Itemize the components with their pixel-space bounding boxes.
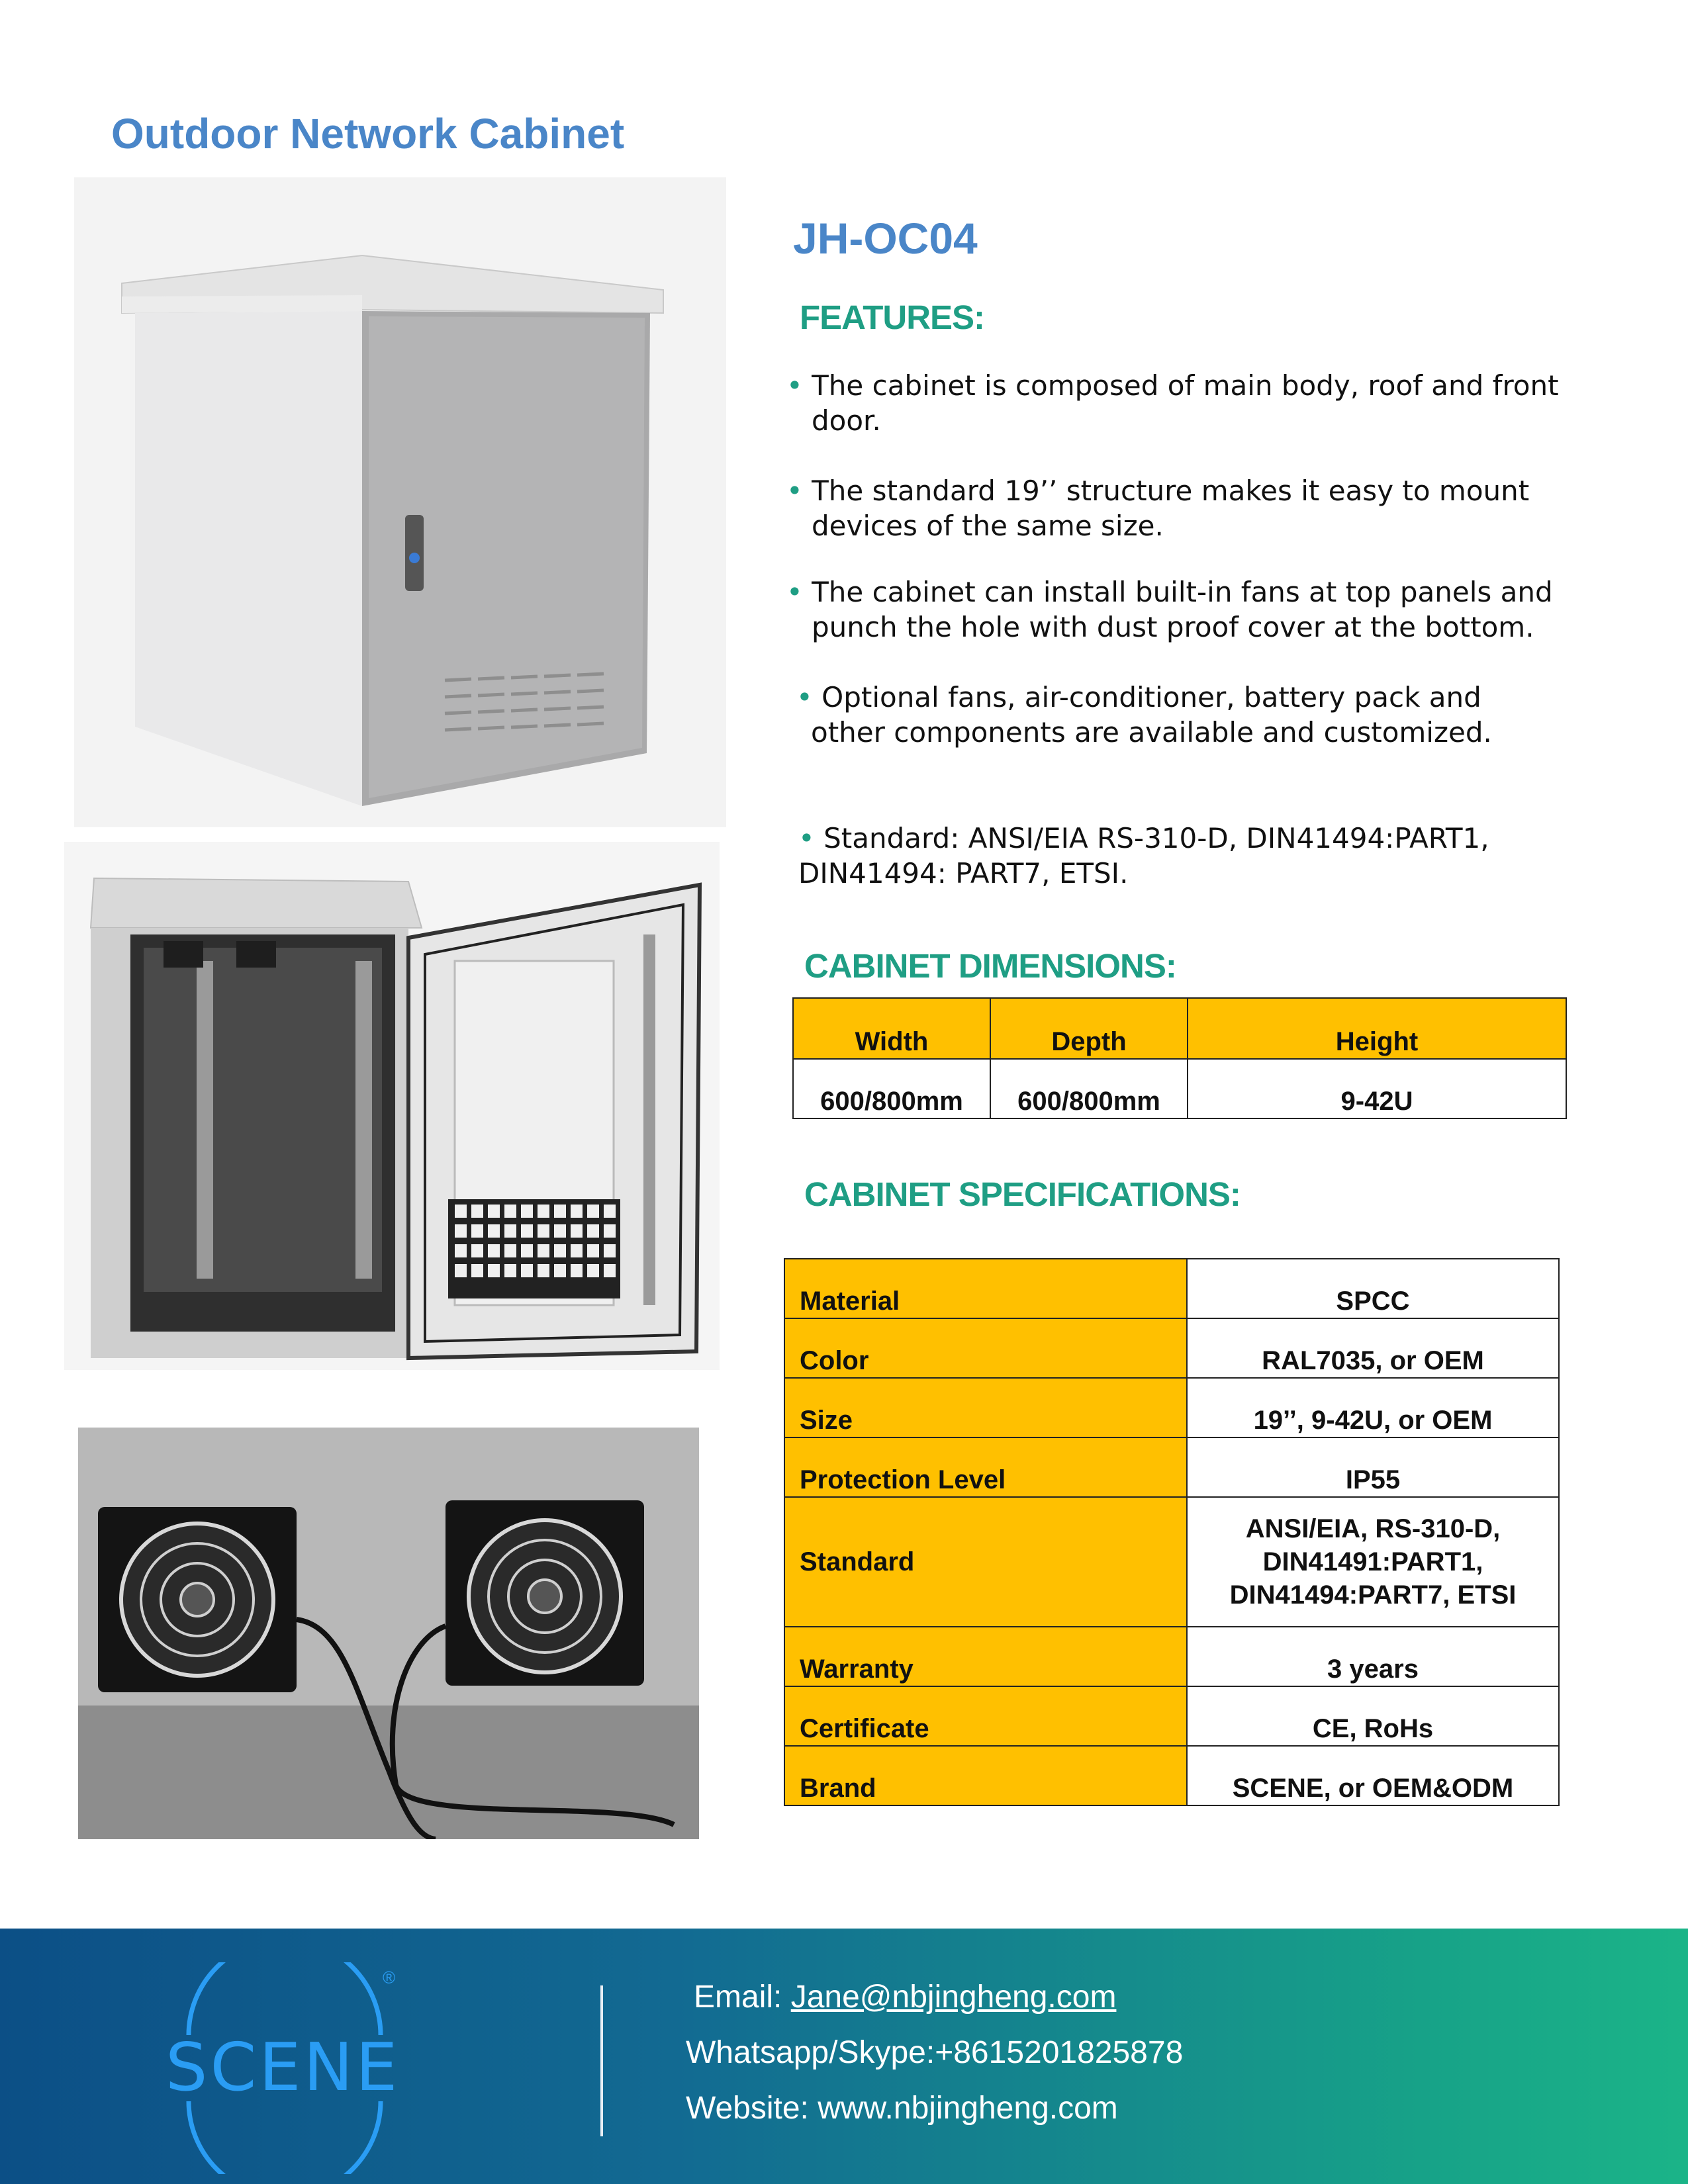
feature-text: door. xyxy=(812,404,881,437)
spec-key: Certificate xyxy=(784,1686,1187,1746)
footer-divider xyxy=(600,1985,603,2136)
bullet-icon: • xyxy=(786,369,803,402)
feature-text: devices of the same size. xyxy=(812,510,1164,542)
email-label: Email: xyxy=(694,1979,791,2015)
email-link[interactable]: Jane@nbjingheng.com xyxy=(790,1979,1117,2015)
spec-key: Material xyxy=(784,1259,1187,1318)
features-heading: FEATURES: xyxy=(800,298,985,336)
registered-mark: ® xyxy=(383,1968,396,1987)
spec-value: SPCC xyxy=(1187,1259,1559,1318)
contact-whatsapp: Whatsapp/Skype:+8615201825878 xyxy=(686,2035,1184,2070)
feature-text: The standard 19’’ structure makes it easy to mount xyxy=(812,475,1530,507)
table-row xyxy=(784,1437,1559,1497)
bullet-icon: • xyxy=(786,576,803,608)
feature-text: The cabinet is composed of main body, roof and front xyxy=(812,369,1559,402)
spec-value: RAL7035, or OEM xyxy=(1187,1318,1559,1378)
spec-value: 3 years xyxy=(1187,1627,1559,1686)
feature-item xyxy=(796,680,1617,750)
feature-item xyxy=(798,821,1619,891)
bullet-icon: • xyxy=(796,681,813,713)
specifications-table xyxy=(784,1258,1560,1806)
feature-text: Standard: ANSI/EIA RS-310-D, DIN41494:PART1, xyxy=(823,822,1489,854)
feature-item xyxy=(786,574,1607,645)
spec-value: SCENE, or OEM&ODM xyxy=(1187,1746,1559,1805)
feature-text: The cabinet can install built-in fans at top panels and xyxy=(812,576,1553,608)
spec-value: CE, RoHs xyxy=(1187,1686,1559,1746)
table-row xyxy=(793,1059,1566,1118)
dimensions-table xyxy=(792,997,1567,1119)
contact-website[interactable]: Website: www.nbjingheng.com xyxy=(686,2091,1118,2126)
table-header-cell: Height xyxy=(1188,998,1566,1059)
spec-key: Standard xyxy=(784,1497,1187,1627)
feature-text: other components are available and customized. xyxy=(811,716,1492,749)
cabinet-fans-photo xyxy=(78,1428,699,1839)
feature-text: punch the hole with dust proof cover at the bottom. xyxy=(812,611,1534,643)
table-row xyxy=(784,1497,1559,1627)
table-header-cell: Width xyxy=(793,998,990,1059)
bullet-icon: • xyxy=(798,822,815,854)
table-row xyxy=(784,1746,1559,1805)
table-cell: 600/800mm xyxy=(793,1059,990,1118)
spec-value-line: DIN41491:PART1, xyxy=(1262,1547,1483,1576)
spec-value: IP55 xyxy=(1187,1437,1559,1497)
table-row xyxy=(784,1686,1559,1746)
spec-key: Protection Level xyxy=(784,1437,1187,1497)
spec-value: 19’’, 9-42U, or OEM xyxy=(1187,1378,1559,1437)
contact-email xyxy=(694,1979,1620,2015)
spec-key: Brand xyxy=(784,1746,1187,1805)
feature-text: Optional fans, air-conditioner, battery pack and xyxy=(821,681,1481,713)
feature-item xyxy=(786,368,1607,438)
table-header-cell: Depth xyxy=(990,998,1188,1059)
table-row xyxy=(784,1378,1559,1437)
scene-logo xyxy=(159,1962,424,2174)
table-row xyxy=(784,1627,1559,1686)
dimensions-heading: CABINET DIMENSIONS: xyxy=(804,947,1176,985)
cabinet-open-photo xyxy=(64,842,720,1370)
page-title: Outdoor Network Cabinet xyxy=(111,110,625,158)
model-number: JH-OC04 xyxy=(793,214,978,263)
spec-value xyxy=(1187,1497,1559,1627)
feature-text: DIN41494: PART7, ETSI. xyxy=(798,857,1129,889)
bullet-icon: • xyxy=(786,475,803,507)
cabinet-closed-photo xyxy=(74,177,726,827)
table-cell: 600/800mm xyxy=(990,1059,1188,1118)
table-header-row xyxy=(793,998,1566,1059)
specifications-heading: CABINET SPECIFICATIONS: xyxy=(804,1175,1241,1213)
logo-text: SCENE xyxy=(165,2028,400,2106)
spec-key: Warranty xyxy=(784,1627,1187,1686)
spec-value-line: DIN41494:PART7, ETSI xyxy=(1229,1580,1517,1610)
table-cell: 9-42U xyxy=(1188,1059,1566,1118)
table-row xyxy=(784,1259,1559,1318)
spec-key: Color xyxy=(784,1318,1187,1378)
feature-item xyxy=(786,473,1607,543)
spec-key: Size xyxy=(784,1378,1187,1437)
table-row xyxy=(784,1318,1559,1378)
spec-value-line: ANSI/EIA, RS-310-D, xyxy=(1245,1514,1501,1543)
